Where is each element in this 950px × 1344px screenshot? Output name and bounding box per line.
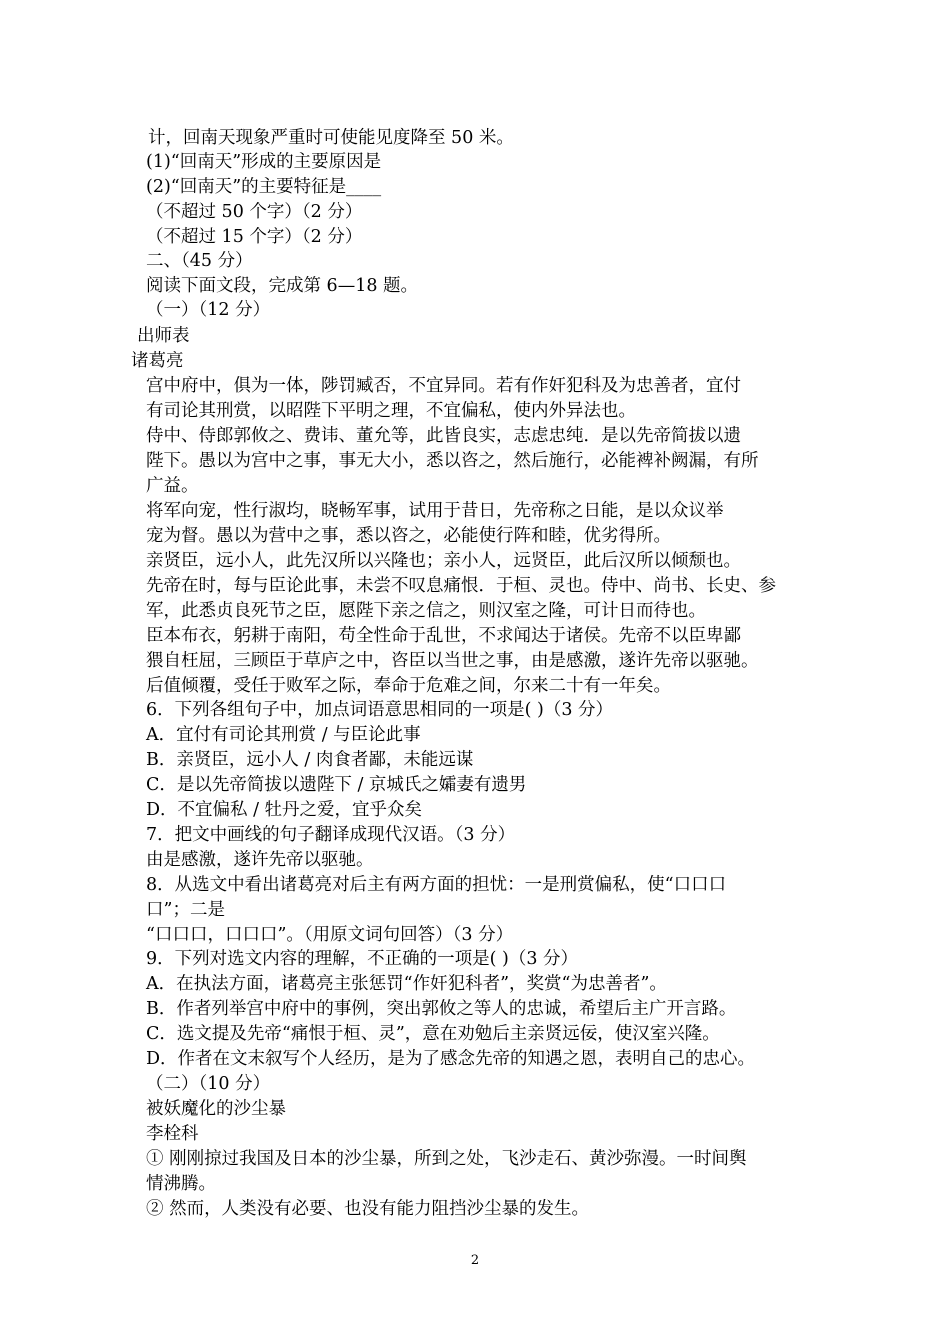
text-line: 亲贤臣，远小人，此先汉所以兴隆也；亲小人，远贤臣，此后汉所以倾颓也。 xyxy=(146,551,741,571)
text-line: （不超过 50 个字）（2 分） xyxy=(146,202,363,222)
section-heading: 二、（45 分） xyxy=(146,251,253,271)
question-6: 6．下列各组句子中，加点词语意思相同的一项是( )（3 分） xyxy=(146,700,614,720)
text-line: 广益。 xyxy=(146,476,199,496)
option-d: D．作者在文末叙写个人经历，是为了感念先帝的知遇之恩，表明自己的忠心。 xyxy=(146,1049,756,1069)
option-c: C．是以先帝简拔以遗陛下 / 京城氏之孀妻有遗男 xyxy=(146,775,527,795)
text-line: 宫中府中，俱为一体，陟罚臧否，不宜异同。若有作奸犯科及为忠善者，宜付 xyxy=(146,376,741,396)
passage-title: 出师表 xyxy=(137,326,190,346)
page-number: 2 xyxy=(470,1253,480,1268)
text-line: 情沸腾。 xyxy=(146,1174,216,1194)
option-b: B．作者列举宫中府中的事例，突出郭攸之等人的忠诚，希望后主广开言路。 xyxy=(146,999,737,1019)
text-line: 猥自枉屈，三顾臣于草庐之中，咨臣以当世之事，由是感激，遂许先帝以驱驰。 xyxy=(146,651,759,671)
text-line: ① 刚刚掠过我国及日本的沙尘暴，所到之处，飞沙走石、黄沙弥漫。一时间舆 xyxy=(146,1149,747,1169)
text-line: 先帝在时，每与臣论此事，未尝不叹息痛恨．于桓、灵也。侍中、尚书、长史、参 xyxy=(146,576,776,596)
passage-author: 诸葛亮 xyxy=(131,351,184,371)
question-8: 8．从选文中看出诸葛亮对后主有两方面的担忧：一是刑赏偏私，使“口口口 xyxy=(146,875,727,895)
passage-author: 李栓科 xyxy=(146,1124,199,1144)
text-line: 军，此悉贞良死节之臣，愿陛下亲之信之，则汉室之隆，可计日而待也。 xyxy=(146,601,706,621)
text-line: 将军向宠，性行淑均，晓畅军事，试用于昔日，先帝称之日能，是以众议举 xyxy=(146,501,724,521)
text-line: 臣本布衣，躬耕于南阳，苟全性命于乱世，不求闻达于诸侯。先帝不以臣卑鄙 xyxy=(146,626,741,646)
text-line: 陛下。愚以为宫中之事，事无大小，悉以咨之，然后施行，必能裨补阙漏，有所 xyxy=(146,451,759,471)
text-line: (2)“回南天”的主要特征是____ xyxy=(146,177,382,197)
passage-title: 被妖魔化的沙尘暴 xyxy=(146,1099,286,1119)
text-line: 由是感激，遂许先帝以驱驰。 xyxy=(146,850,374,870)
section-heading: （二）（10 分） xyxy=(146,1074,271,1094)
text-line: 侍中、侍郎郭攸之、费讳、董允等，此皆良实，志虑忠纯．是以先帝简拔以遗 xyxy=(146,426,741,446)
text-line: ② 然而，人类没有必要、也没有能力阻挡沙尘暴的发生。 xyxy=(146,1199,590,1219)
text-line: 后值倾覆，受任于败军之际，奉命于危难之间，尔来二十有一年矣。 xyxy=(146,676,671,696)
text-line: 有司论其刑赏，以昭陛下平明之理，不宜偏私，使内外异法也。 xyxy=(146,401,636,421)
text-line: 宠为督。愚以为营中之事，悉以咨之，必能使行阵和睦，优劣得所。 xyxy=(146,526,671,546)
text-line: 阅读下面文段，完成第 6—18 题。 xyxy=(146,276,419,296)
option-a: A．在执法方面，诸葛亮主张惩罚“作奸犯科者”，奖赏“为忠善者”。 xyxy=(146,974,667,994)
option-d: D．不宜偏私 / 牡丹之爱，宜乎众矣 xyxy=(146,800,423,820)
text-line: 计，回南天现象严重时可使能见度降至 50 米。 xyxy=(148,128,514,148)
option-c: C．选文提及先帝“痛恨于桓、灵”，意在劝勉后主亲贤远佞，使汉室兴隆。 xyxy=(146,1024,720,1044)
text-line: (1)“回南天”形成的主要原因是 xyxy=(146,152,382,172)
text-line: “口口口，口口口”。（用原文词句回答）（3 分） xyxy=(146,925,514,945)
option-b: B．亲贤臣，远小人 / 肉食者鄙，未能远谋 xyxy=(146,750,474,770)
text-line: （不超过 15 个字）（2 分） xyxy=(146,227,363,247)
option-a: A．宜付有司论其刑赏 / 与臣论此事 xyxy=(146,725,421,745)
question-7: 7．把文中画线的句子翻译成现代汉语。（3 分） xyxy=(146,825,516,845)
question-9: 9．下列对选文内容的理解，不正确的一项是( )（3 分） xyxy=(146,949,579,969)
section-heading: （一）（12 分） xyxy=(146,300,271,320)
text-line: 口”；二是 xyxy=(146,900,225,920)
